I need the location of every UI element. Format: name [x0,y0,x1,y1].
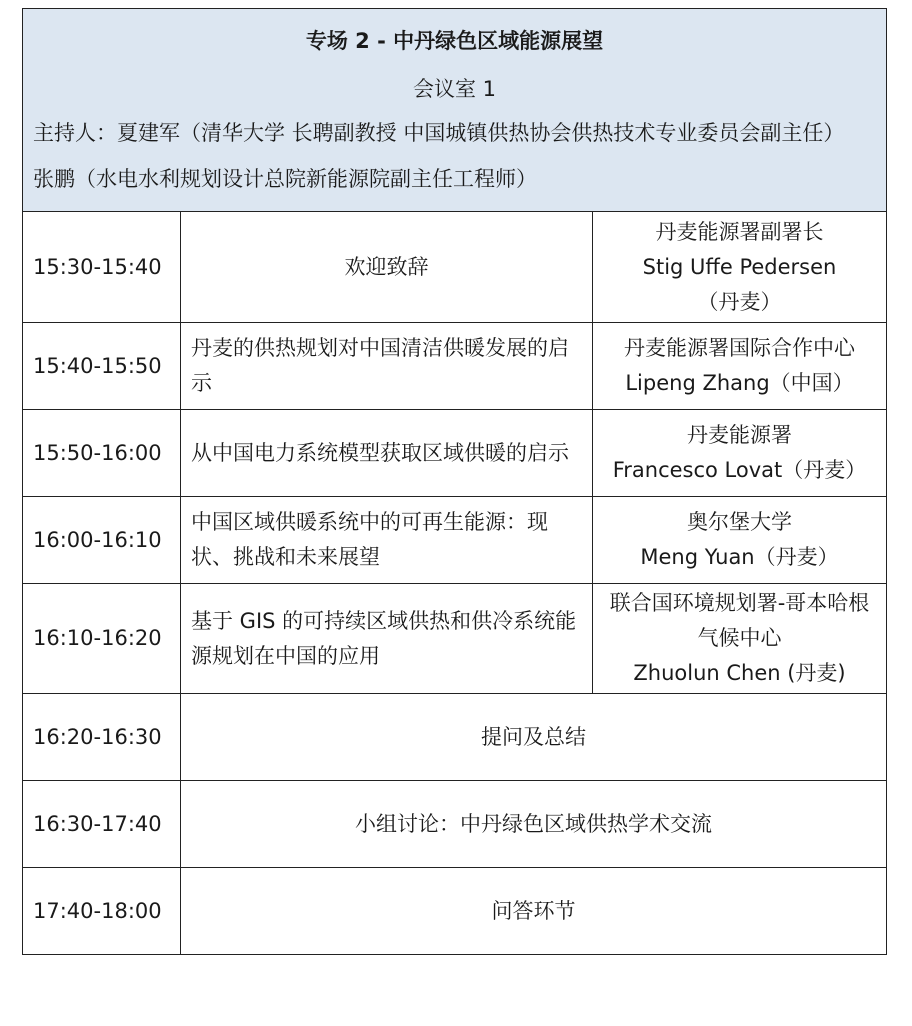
speaker-org: 联合国环境规划署-哥本哈根气候中心 [609,591,870,650]
speaker-cell [593,410,887,497]
time-cell: 15:40-15:50 [23,323,181,410]
speaker-org: 丹麦能源署副署长 [655,219,824,244]
table-row [23,497,887,584]
session-host-2: 张鹏（水电水利规划设计总院新能源院副主任工程师） [33,167,537,191]
topic-cell: 问答环节 [181,868,887,955]
speaker-name: Stig Uffe Pedersen [642,254,837,279]
topic-cell: 从中国电力系统模型获取区域供暖的启示 [181,410,593,497]
speaker-cell [593,584,887,694]
speaker-org: 丹麦能源署 [687,423,792,447]
speaker-name: Zhuolun Chen (丹麦) [633,661,846,685]
table-row [23,212,887,323]
time-cell: 16:10-16:20 [23,584,181,694]
speaker-name: Francesco Lovat（丹麦） [612,458,867,482]
table-row [23,868,887,955]
speaker-cell [593,323,887,410]
speaker-name: Meng Yuan（丹麦） [640,545,839,569]
table-row [23,410,887,497]
speaker-country: （丹麦） [697,289,782,314]
time-cell: 15:50-16:00 [23,410,181,497]
time-cell: 17:40-18:00 [23,868,181,955]
session-title: 专场 2 - 中丹绿色区域能源展望 [305,29,604,53]
time-cell: 16:00-16:10 [23,497,181,584]
agenda-table [22,8,887,955]
speaker-cell [593,212,887,323]
time-cell: 16:20-16:30 [23,694,181,781]
topic-cell: 欢迎致辞 [181,212,593,323]
session-header [23,9,887,212]
table-row [23,694,887,781]
topic-cell: 丹麦的供热规划对中国清洁供暖发展的启示 [181,323,593,410]
topic-cell: 中国区域供暖系统中的可再生能源：现状、挑战和未来展望 [181,497,593,584]
session-header-row [23,9,887,212]
time-cell: 16:30-17:40 [23,781,181,868]
table-row [23,781,887,868]
speaker-org: 奥尔堡大学 [687,510,792,534]
table-row [23,323,887,410]
session-host-1: 主持人：夏建军（清华大学 长聘副教授 中国城镇供热协会供热技术专业委员会副主任） [33,121,845,145]
speaker-cell [593,497,887,584]
speaker-name: Lipeng Zhang（中国） [625,371,854,395]
speaker-org: 丹麦能源署国际合作中心 [624,336,855,360]
topic-cell: 小组讨论：中丹绿色区域供热学术交流 [181,781,887,868]
topic-cell: 提问及总结 [181,694,887,781]
agenda-document [22,8,886,955]
topic-cell: 基于 GIS 的可持续区域供热和供冷系统能源规划在中国的应用 [181,584,593,694]
table-row [23,584,887,694]
session-room: 会议室 1 [412,77,497,101]
time-cell: 15:30-15:40 [23,212,181,323]
